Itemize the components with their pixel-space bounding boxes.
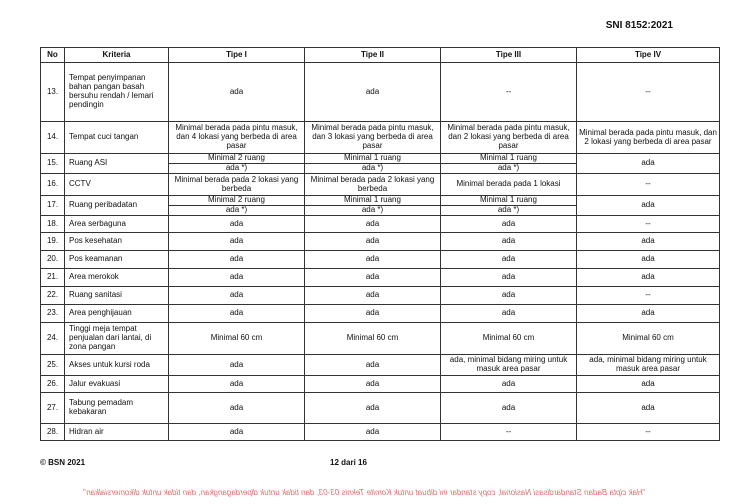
tipe-1-cell: Minimal 2 ruang [169, 154, 305, 164]
tipe-1-cell: ada *) [169, 206, 305, 216]
kriteria-cell: Jalur evakuasi [65, 376, 169, 393]
tipe-2-cell: ada [305, 216, 441, 233]
tipe-4-cell: ada [577, 154, 720, 174]
tipe-3-cell: ada *) [441, 164, 577, 174]
tipe-4-cell: ada [577, 376, 720, 393]
tipe-3-cell: ada [441, 251, 577, 269]
col-header-tipe-1: Tipe I [169, 48, 305, 63]
tipe-3-cell: ada [441, 269, 577, 287]
col-header-tipe-2: Tipe II [305, 48, 441, 63]
table-row [41, 122, 720, 154]
page-number: 12 dari 16 [330, 458, 367, 467]
document-id: SNI 8152:2021 [605, 20, 673, 31]
tipe-1-cell: ada [169, 233, 305, 251]
tipe-2-cell: ada [305, 424, 441, 441]
kriteria-cell: Tabung pemadam kebakaran [65, 393, 169, 424]
tipe-2-cell: ada [305, 376, 441, 393]
tipe-3-cell: Minimal berada pada 1 lokasi [441, 174, 577, 196]
kriteria-cell: CCTV [65, 174, 169, 196]
tipe-3-cell: Minimal 1 ruang [441, 196, 577, 206]
kriteria-cell: Area penghijauan [65, 305, 169, 323]
tipe-4-cell: Minimal berada pada pintu masuk, dan 2 lokasi yang berbeda di area pasar [577, 122, 720, 154]
tipe-4-cell: ada [577, 305, 720, 323]
tipe-1-cell: ada [169, 393, 305, 424]
tipe-3-cell: ada [441, 287, 577, 305]
tipe-4-cell: -- [577, 216, 720, 233]
table-row [41, 154, 720, 164]
tipe-1-cell: ada [169, 376, 305, 393]
kriteria-cell: Area serbaguna [65, 216, 169, 233]
tipe-3-cell: Minimal 60 cm [441, 323, 577, 355]
table-row [41, 287, 720, 305]
tipe-4-cell: ada [577, 269, 720, 287]
row-number: 14. [41, 122, 65, 154]
tipe-1-cell: Minimal 60 cm [169, 323, 305, 355]
tipe-1-cell: ada [169, 269, 305, 287]
row-number: 28. [41, 424, 65, 441]
tipe-1-cell: ada *) [169, 164, 305, 174]
col-header-tipe-4: Tipe IV [577, 48, 720, 63]
tipe-2-cell: ada [305, 305, 441, 323]
kriteria-cell: Tinggi meja tempat penjualan dari lantai, di zona pangan [65, 323, 169, 355]
tipe-4-cell: -- [577, 424, 720, 441]
tipe-1-cell: Minimal berada pada 2 lokasi yang berbeda [169, 174, 305, 196]
table-row [41, 323, 720, 355]
table-row [41, 393, 720, 424]
tipe-4-cell: -- [577, 174, 720, 196]
tipe-2-cell: ada [305, 355, 441, 376]
tipe-1-cell: Minimal berada pada pintu masuk, dan 4 lokasi yang berbeda di area pasar [169, 122, 305, 154]
row-number: 24. [41, 323, 65, 355]
kriteria-cell: Ruang peribadatan [65, 196, 169, 216]
tipe-4-cell: ada [577, 393, 720, 424]
row-number: 25. [41, 355, 65, 376]
tipe-2-cell: ada [305, 393, 441, 424]
col-header-no: No [41, 48, 65, 63]
tipe-1-cell: ada [169, 251, 305, 269]
tipe-4-cell: Minimal 60 cm [577, 323, 720, 355]
table-row [41, 196, 720, 206]
tipe-2-cell: Minimal 1 ruang [305, 154, 441, 164]
row-number: 27. [41, 393, 65, 424]
criteria-table [40, 47, 720, 441]
tipe-3-cell: -- [441, 63, 577, 122]
table-row [41, 305, 720, 323]
tipe-2-cell: ada [305, 63, 441, 122]
row-number: 23. [41, 305, 65, 323]
tipe-1-cell: ada [169, 63, 305, 122]
tipe-1-cell: ada [169, 216, 305, 233]
tipe-3-cell: Minimal 1 ruang [441, 154, 577, 164]
row-number: 16. [41, 174, 65, 196]
tipe-3-cell: -- [441, 424, 577, 441]
row-number: 19. [41, 233, 65, 251]
table-row [41, 233, 720, 251]
kriteria-cell: Tempat penyimpanan bahan pangan basah bersuhu rendah / lemari pendingin [65, 63, 169, 122]
kriteria-cell: Pos kesehatan [65, 233, 169, 251]
tipe-3-cell: ada [441, 305, 577, 323]
tipe-4-cell: -- [577, 63, 720, 122]
tipe-4-cell: ada [577, 196, 720, 216]
tipe-2-cell: Minimal berada pada 2 lokasi yang berbeda [305, 174, 441, 196]
tipe-2-cell: Minimal 1 ruang [305, 196, 441, 206]
row-number: 17. [41, 196, 65, 216]
tipe-4-cell: -- [577, 287, 720, 305]
tipe-2-cell: Minimal 60 cm [305, 323, 441, 355]
table-row [41, 216, 720, 233]
kriteria-cell: Tempat cuci tangan [65, 122, 169, 154]
row-number: 13. [41, 63, 65, 122]
tipe-3-cell: ada *) [441, 206, 577, 216]
table-row [41, 376, 720, 393]
tipe-1-cell: Minimal 2 ruang [169, 196, 305, 206]
table-row [41, 174, 720, 196]
kriteria-cell: Pos keamanan [65, 251, 169, 269]
tipe-1-cell: ada [169, 305, 305, 323]
tipe-1-cell: ada [169, 424, 305, 441]
tipe-3-cell: ada [441, 233, 577, 251]
tipe-3-cell: ada, minimal bidang miring untuk masuk area pasar [441, 355, 577, 376]
tipe-2-cell: Minimal berada pada pintu masuk, dan 3 lokasi yang berbeda di area pasar [305, 122, 441, 154]
table-row [41, 355, 720, 376]
kriteria-cell: Ruang sanitasi [65, 287, 169, 305]
table-row [41, 63, 720, 122]
tipe-3-cell: ada [441, 376, 577, 393]
row-number: 15. [41, 154, 65, 174]
tipe-4-cell: ada [577, 251, 720, 269]
row-number: 18. [41, 216, 65, 233]
col-header-kriteria: Kriteria [65, 48, 169, 63]
tipe-2-cell: ada [305, 251, 441, 269]
tipe-1-cell: ada [169, 287, 305, 305]
kriteria-cell: Akses untuk kursi roda [65, 355, 169, 376]
table-header-row [41, 48, 720, 63]
tipe-2-cell: ada *) [305, 164, 441, 174]
row-number: 26. [41, 376, 65, 393]
tipe-1-cell: ada [169, 355, 305, 376]
tipe-3-cell: Minimal berada pada pintu masuk, dan 2 lokasi yang berbeda di area pasar [441, 122, 577, 154]
tipe-3-cell: ada [441, 216, 577, 233]
tipe-2-cell: ada [305, 269, 441, 287]
kriteria-cell: Hidran air [65, 424, 169, 441]
row-number: 21. [41, 269, 65, 287]
kriteria-cell: Ruang ASI [65, 154, 169, 174]
row-number: 22. [41, 287, 65, 305]
kriteria-cell: Area merokok [65, 269, 169, 287]
copyright-watermark: "Hak cipta Badan Standardisasi Nasional, copy standar ini dibuat untuk Komite Teknis 03-03, dan tidak untuk diperdagangkan, dan tidak untuk dikomersialkan" [83, 488, 646, 497]
row-number: 20. [41, 251, 65, 269]
table-row [41, 251, 720, 269]
tipe-4-cell: ada, minimal bidang miring untuk masuk area pasar [577, 355, 720, 376]
tipe-2-cell: ada [305, 287, 441, 305]
col-header-tipe-3: Tipe III [441, 48, 577, 63]
table-row [41, 269, 720, 287]
tipe-3-cell: ada [441, 393, 577, 424]
copyright-footer: © BSN 2021 [40, 458, 86, 467]
table-row [41, 424, 720, 441]
tipe-2-cell: ada [305, 233, 441, 251]
tipe-4-cell: ada [577, 233, 720, 251]
tipe-2-cell: ada *) [305, 206, 441, 216]
